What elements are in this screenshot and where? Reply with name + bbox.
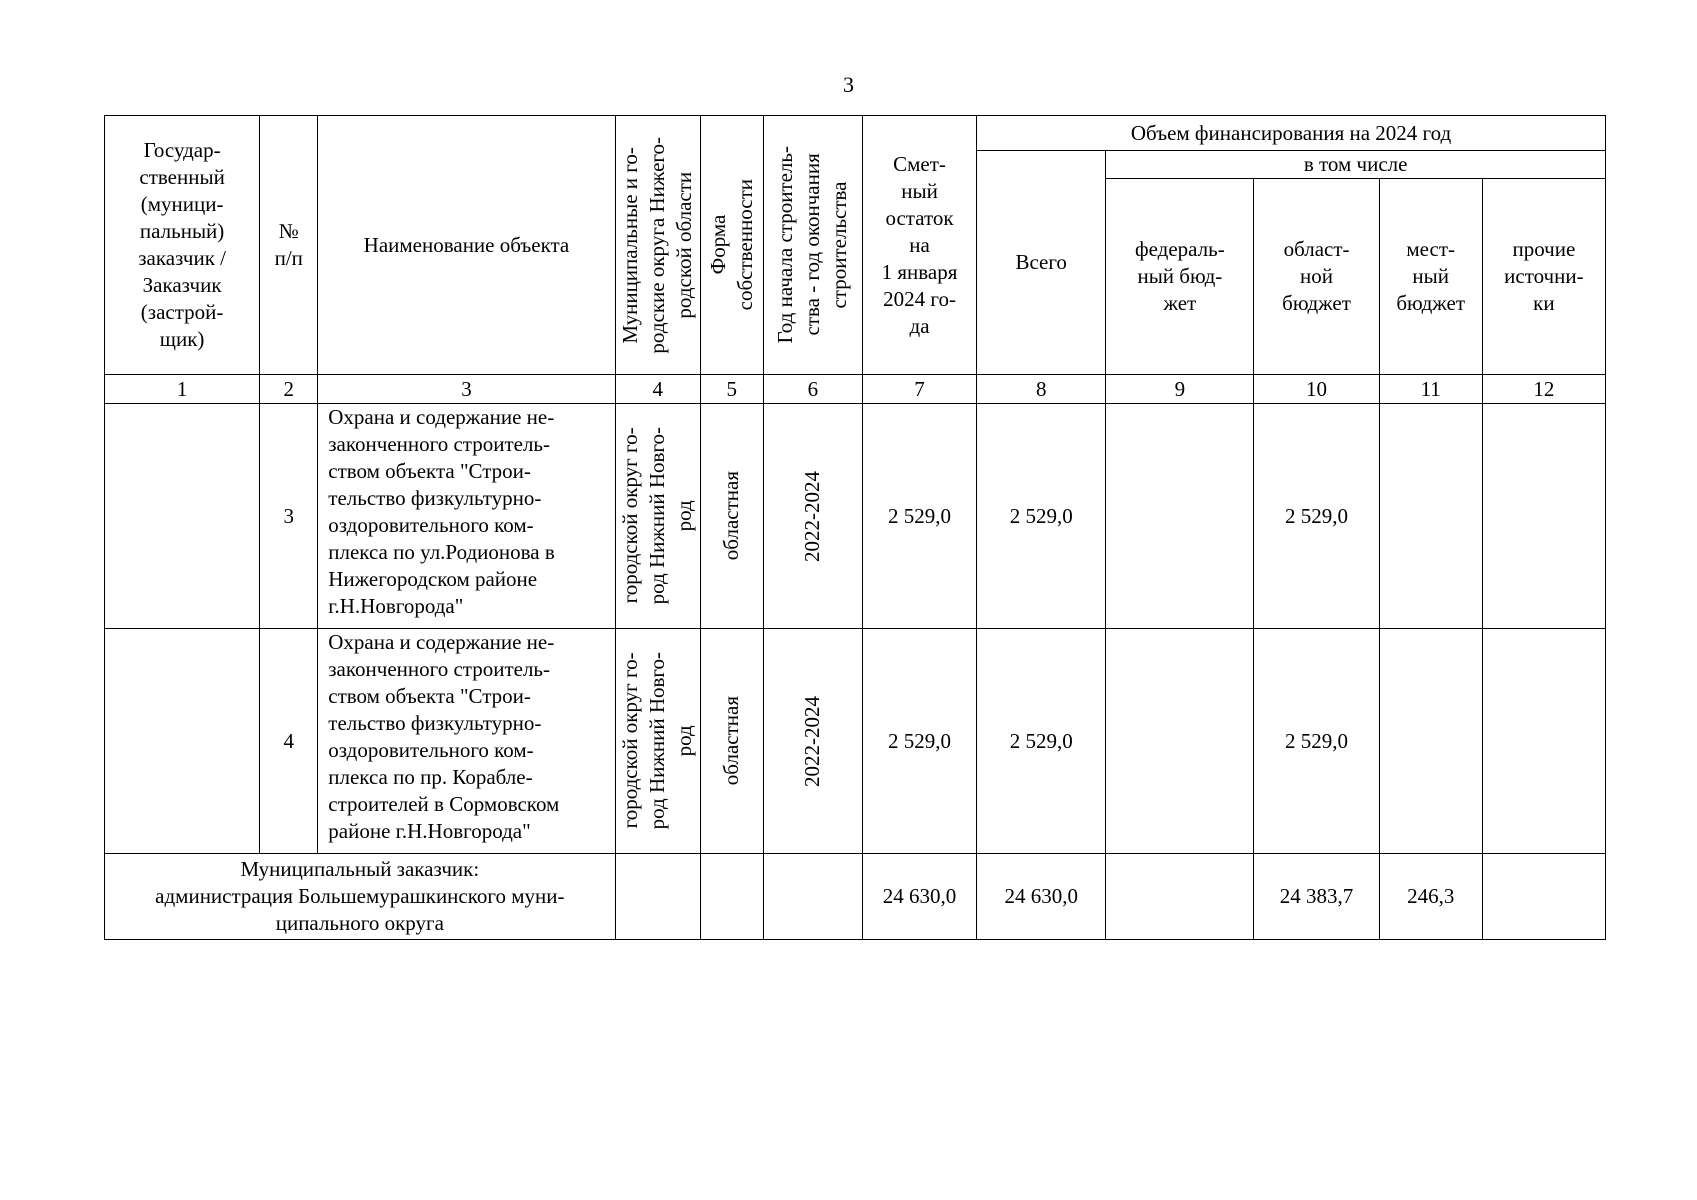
summary-estimate: 24 630,0: [862, 854, 976, 940]
row-regional: 2 529,0: [1254, 629, 1379, 854]
header-object-name: Наименование объекта: [318, 116, 615, 375]
header-local: мест- ный бюджет: [1379, 179, 1482, 375]
column-number: 8: [977, 375, 1106, 404]
column-number: 7: [862, 375, 976, 404]
summary-federal: [1106, 854, 1254, 940]
summary-other: [1482, 854, 1605, 940]
row-total: 2 529,0: [977, 404, 1106, 629]
row-municipality-text: городской округ го- род Нижний Новго- род: [618, 652, 697, 830]
header-row: [105, 116, 1606, 151]
row-years-text: 2022-2024: [800, 470, 825, 562]
column-number: 10: [1254, 375, 1379, 404]
column-number: 4: [615, 375, 700, 404]
column-number: 5: [700, 375, 763, 404]
financing-table: [104, 115, 1606, 940]
row-other: [1482, 629, 1605, 854]
table-row: [105, 404, 1606, 629]
row-other: [1482, 404, 1605, 629]
summary-regional: 24 383,7: [1254, 854, 1379, 940]
summary-row: [105, 854, 1606, 940]
header-regional: област- ной бюджет: [1254, 179, 1379, 375]
header-including: в том числе: [1106, 151, 1606, 179]
header-municipality-text: Муниципальные и го- родские округа Нижего- родской области: [618, 136, 697, 354]
row-years-text: 2022-2024: [800, 695, 825, 787]
header-years-text: Год начала строитель- ства - год окончания строительства: [773, 146, 852, 344]
header-customer: Государ- ственный (муници- пальный) заказчик / Заказчик (застрой- щик): [105, 116, 260, 375]
column-number: 9: [1106, 375, 1254, 404]
row-years: [763, 404, 862, 629]
summary-ownership: [700, 854, 763, 940]
row-object-name: Охрана и содержание не- законченного строитель- ством объекта "Строи- тельство физкультурно- оздоровительного ком- плекса по пр. Корабле- строителей в Сормовском районе г.Н.Новгорода": [318, 629, 615, 854]
row-customer: [105, 404, 260, 629]
summary-label: Муниципальный заказчик: администрация Большемурашкинского муни- ципального округа: [105, 854, 616, 940]
header-total: Всего: [977, 151, 1106, 375]
row-customer: [105, 629, 260, 854]
row-ownership-text: областная: [719, 696, 744, 786]
column-number: 3: [318, 375, 615, 404]
row-pp: 3: [260, 404, 318, 629]
row-municipality: [615, 629, 700, 854]
summary-local: 246,3: [1379, 854, 1482, 940]
row-municipality-text: городской округ го- род Нижний Новго- род: [618, 427, 697, 605]
row-estimate: 2 529,0: [862, 629, 976, 854]
header-other: прочие источни- ки: [1482, 179, 1605, 375]
row-total: 2 529,0: [977, 629, 1106, 854]
row-estimate: 2 529,0: [862, 404, 976, 629]
row-local: [1379, 404, 1482, 629]
table-row: [105, 629, 1606, 854]
row-ownership-text: областная: [719, 471, 744, 561]
row-ownership: [700, 404, 763, 629]
row-local: [1379, 629, 1482, 854]
header-ownership-text: Форма собственности: [705, 179, 757, 311]
header-funding-group: Объем финансирования на 2024 год: [977, 116, 1606, 151]
summary-municipality: [615, 854, 700, 940]
row-federal: [1106, 404, 1254, 629]
row-object-name: Охрана и содержание не- законченного строитель- ством объекта "Строи- тельство физкультурно- оздоровительного ком- плекса по ул.Родионова в Нижегородском районе г.Н.Новгорода": [318, 404, 615, 629]
header-estimate: Смет- ный остаток на 1 января 2024 го- да: [862, 116, 976, 375]
column-number: 6: [763, 375, 862, 404]
column-number: 11: [1379, 375, 1482, 404]
column-numbers-row: [105, 375, 1606, 404]
row-municipality: [615, 404, 700, 629]
row-pp: 4: [260, 629, 318, 854]
header-pp: № п/п: [260, 116, 318, 375]
header-municipality: [615, 116, 700, 375]
header-federal: федераль- ный бюд- жет: [1106, 179, 1254, 375]
header-years: [763, 116, 862, 375]
column-number: 1: [105, 375, 260, 404]
column-number: 12: [1482, 375, 1605, 404]
header-ownership: [700, 116, 763, 375]
row-ownership: [700, 629, 763, 854]
row-years: [763, 629, 862, 854]
page-number: 3: [843, 72, 854, 97]
row-regional: 2 529,0: [1254, 404, 1379, 629]
summary-years: [763, 854, 862, 940]
summary-total: 24 630,0: [977, 854, 1106, 940]
row-federal: [1106, 629, 1254, 854]
column-number: 2: [260, 375, 318, 404]
